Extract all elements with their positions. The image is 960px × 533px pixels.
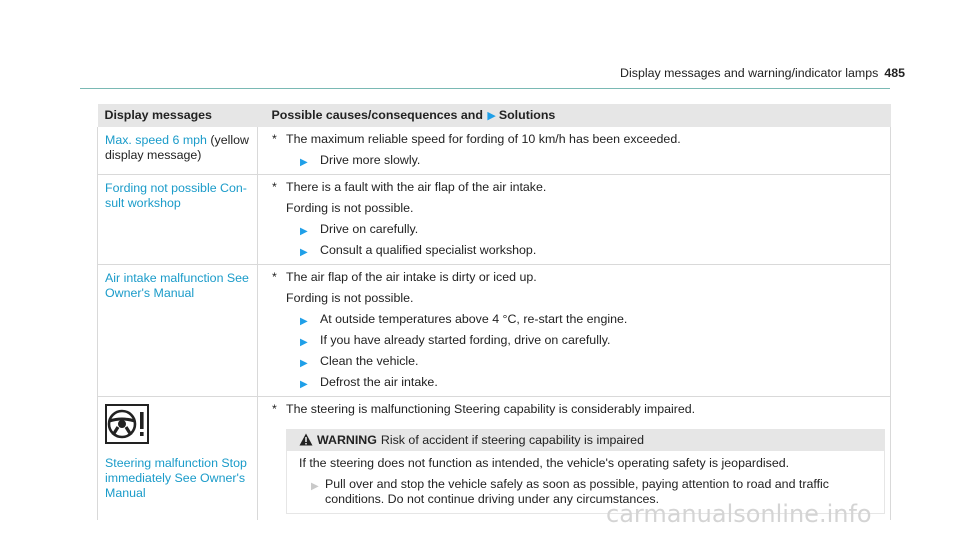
- warning-header: [287, 430, 884, 451]
- cause-line: * The maximum reliable speed for fording of 10 km/h has been exceeded.: [272, 132, 681, 146]
- triangle-right-icon: ▶: [300, 247, 308, 258]
- cause-line: Fording is not possible.: [286, 201, 414, 215]
- asterisk: *: [272, 132, 277, 146]
- warning-title: Risk of accident if steering capability is impaired: [380, 433, 644, 447]
- message-text: Fording not possible Consult workshop: [105, 181, 247, 210]
- triangle-right-icon: ▶: [300, 337, 308, 348]
- triangle-right-icon: ▶: [311, 481, 319, 492]
- causes-cell: [258, 127, 891, 175]
- solution-step: ▶ Defrost the air intake.: [300, 375, 438, 390]
- triangle-right-icon: ▶: [487, 110, 496, 122]
- triangle-right-icon: ▶: [300, 358, 308, 369]
- solution-step: ▶ If you have already started fording, drive on carefully.: [300, 333, 611, 348]
- solution-step: ▶ Consult a qualified specialist workshop.: [300, 243, 537, 258]
- cause-line: Fording is not possible.: [286, 291, 414, 305]
- warning-text: If the steering does not function as intended, the vehicle's operating safety is jeopardised.: [299, 456, 790, 470]
- solution-step: ▶ Clean the vehicle.: [300, 354, 419, 369]
- cause-line: * The steering is malfunctioning Steering capability is considerably impaired.: [272, 402, 696, 416]
- message-text: Air intake malfunction See Owner's Manual: [105, 271, 249, 300]
- table-header-row: [98, 104, 891, 127]
- display-messages-table: [97, 104, 891, 520]
- message-cell: [98, 397, 258, 521]
- table-row: [98, 265, 891, 397]
- triangle-right-icon: ▶: [300, 157, 308, 168]
- solution-step: ▶ Drive on carefully.: [300, 222, 419, 237]
- col-header-causes-label: Possible causes/consequences and: [271, 108, 483, 122]
- watermark: carmanualsonline.info: [606, 500, 872, 528]
- col-header-causes: [258, 104, 891, 127]
- causes-cell: [258, 175, 891, 265]
- running-title: Display messages and warning/indicator lamps: [620, 66, 879, 80]
- table-row: [98, 127, 891, 175]
- warning-label: WARNING: [317, 433, 377, 447]
- solution-step: ▶ Drive more slowly.: [300, 153, 421, 168]
- triangle-right-icon: ▶: [300, 226, 308, 237]
- message-cell: [98, 127, 258, 175]
- cause-line: * The air flap of the air intake is dirty or iced up.: [272, 270, 537, 284]
- steering-wheel-warning-icon: [105, 404, 149, 444]
- warning-step: ▶ Pull over and stop the vehicle safely as soon as possible, paying attention to road and traffic conditions. Do not continue driving under any circumstances.: [311, 477, 829, 506]
- col-header-solutions-label: Solutions: [498, 108, 556, 122]
- running-header: [620, 66, 905, 80]
- message-cell: [98, 175, 258, 265]
- message-note: (yellow display message): [105, 133, 249, 162]
- message-text: Max. speed 6 mph: [105, 133, 207, 147]
- col-header-display-messages: Display messages: [98, 104, 258, 127]
- asterisk: *: [272, 402, 277, 416]
- causes-cell: [258, 265, 891, 397]
- triangle-right-icon: ▶: [300, 379, 308, 390]
- header-rule: [80, 88, 890, 89]
- message-text: Steering malfunction Stop immediately See Owner's Manual: [105, 456, 247, 500]
- message-cell: [98, 265, 258, 397]
- asterisk: *: [272, 270, 277, 284]
- triangle-right-icon: ▶: [300, 316, 308, 327]
- solution-step: ▶ At outside temperatures above 4 °C, re-start the engine.: [300, 312, 628, 327]
- asterisk: *: [272, 180, 277, 194]
- cause-line: * There is a fault with the air flap of the air intake.: [272, 180, 547, 194]
- table-row: [98, 175, 891, 265]
- warning-triangle-icon: [299, 433, 313, 446]
- page-number: 485: [884, 66, 905, 80]
